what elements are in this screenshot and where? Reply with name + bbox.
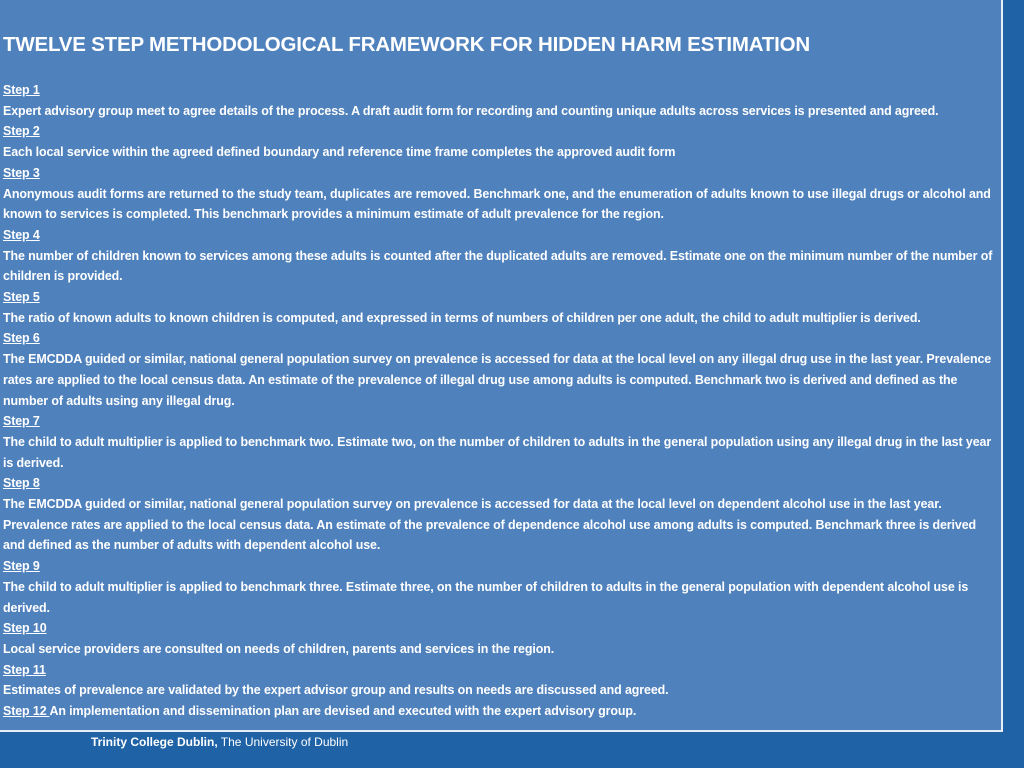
- step-5: [3, 287, 1001, 328]
- step-label: Step 3: [3, 165, 40, 180]
- step-text: The number of children known to services among these adults is counted after the duplicated adults are removed. Estimate one on the minimum number of the number of children is provided.: [3, 248, 993, 284]
- step-text: An implementation and dissemination plan are devised and executed with the expert advisory group.: [49, 704, 637, 719]
- step-label: Step 8: [3, 476, 40, 491]
- step-8: [3, 473, 1001, 556]
- step-6: [3, 328, 1001, 411]
- step-4: [3, 225, 1001, 287]
- footer-institution: Trinity College Dublin,: [91, 735, 218, 749]
- step-text: The child to adult multiplier is applied to benchmark two. Estimate two, on the number of children to adults in the general population using any illegal drug in the last year is derived.: [3, 434, 992, 470]
- step-10: [3, 618, 1001, 659]
- step-text: The ratio of known adults to known children is computed, and expressed in terms of numbers of children per one adult, the child to adult multiplier is derived.: [3, 310, 921, 325]
- footer-text: [91, 735, 348, 749]
- step-3: [3, 163, 1001, 225]
- step-text: The child to adult multiplier is applied to benchmark three. Estimate three, on the number of children to adults in the general population with dependent alcohol use is derived.: [3, 579, 969, 615]
- step-label: Step 11: [3, 662, 46, 677]
- step-text: The EMCDDA guided or similar, national general population survey on prevalence is accessed for data at the local level on dependent alcohol use in the last year. Prevalence rates are applied to the local census data. An estimate of the prevalence of dependence alcohol use among adults is computed. Benchmark three is derived and defined as the number of adults with dependent alcohol use.: [3, 497, 977, 553]
- step-text: Expert advisory group meet to agree details of the process. A draft audit form for recording and counting unique adults across services is presented and agreed.: [3, 103, 939, 118]
- step-9: [3, 556, 1001, 618]
- step-label: Step 10: [3, 621, 47, 636]
- step-text: Each local service within the agreed defined boundary and reference time frame completes the approved audit form: [3, 145, 676, 160]
- step-text: Estimates of prevalence are validated by the expert advisor group and results on needs are discussed and agreed.: [3, 683, 669, 698]
- step-12: [3, 701, 1001, 722]
- step-11: [3, 660, 1001, 701]
- slide-title: TWELVE STEP METHODOLOGICAL FRAMEWORK FOR HIDDEN HARM ESTIMATION: [3, 33, 810, 56]
- step-2: [3, 121, 1001, 162]
- step-label: Step 4: [3, 227, 40, 242]
- step-label: Step 7: [3, 414, 40, 429]
- footer-subtitle: The University of Dublin: [217, 735, 349, 749]
- step-label: Step 2: [3, 124, 40, 139]
- step-label: Step 9: [3, 559, 40, 574]
- step-text: Anonymous audit forms are returned to the study team, duplicates are removed. Benchmark one, and the enumeration of adults known to use illegal drugs or alcohol and known to services is completed. This benchmark provides a minimum estimate of adult prevalence for the region.: [3, 186, 991, 222]
- step-label: Step 12: [3, 704, 50, 719]
- step-label: Step 1: [3, 83, 40, 97]
- step-label: Step 5: [3, 290, 40, 305]
- step-1: [3, 80, 1001, 121]
- step-7: [3, 411, 1001, 473]
- step-text: Local service providers are consulted on needs of children, parents and services in the region.: [3, 641, 555, 656]
- step-text: The EMCDDA guided or similar, national general population survey on prevalence is accessed for data at the local level on any illegal drug use in the last year. Prevalence rates are applied to the local census data. An estimate of the prevalence of illegal drug use among adults is computed. Benchmark two is derived and defined as the number of adults using any illegal drug.: [3, 352, 992, 408]
- steps-list: [3, 80, 1001, 722]
- step-label: Step 6: [3, 331, 40, 346]
